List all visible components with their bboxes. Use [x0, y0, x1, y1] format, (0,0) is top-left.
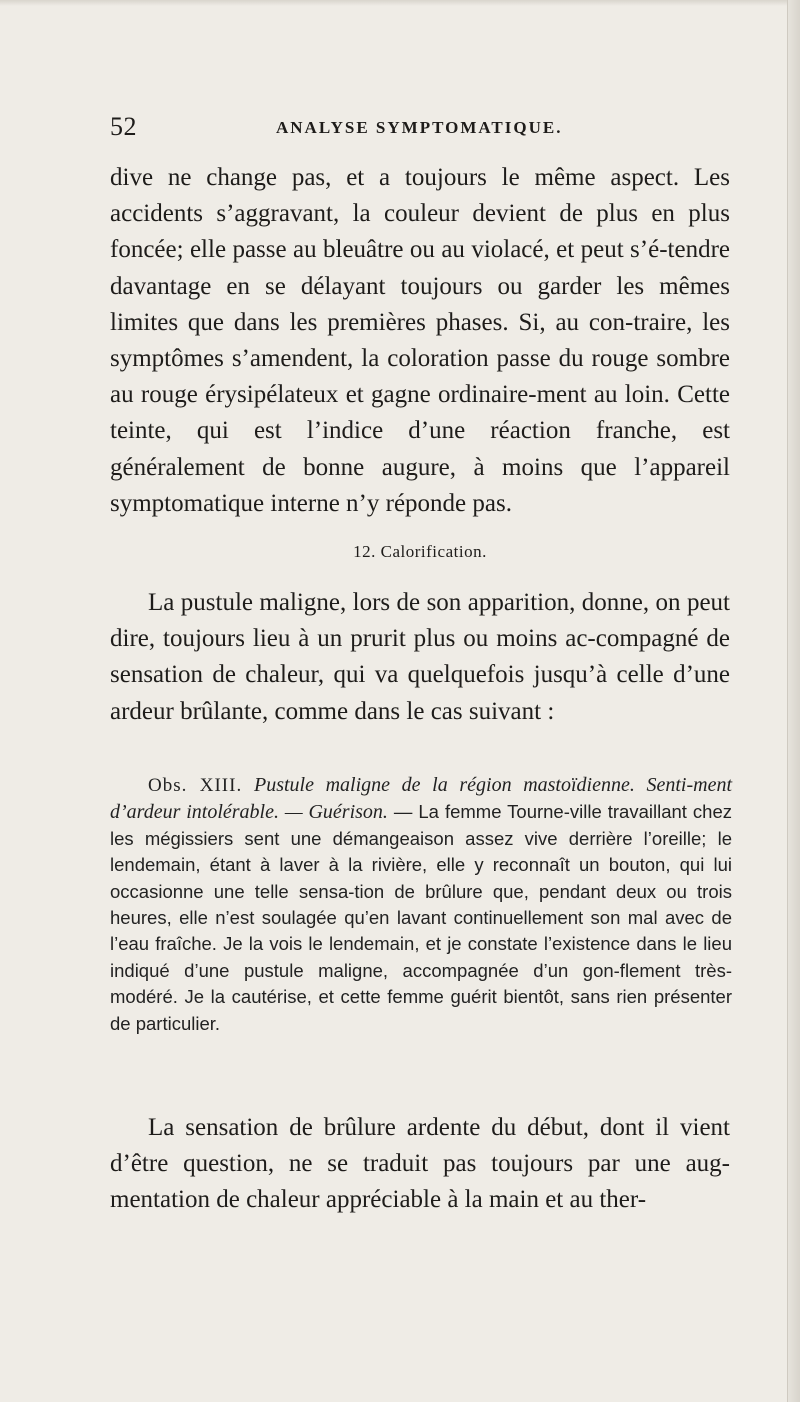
section-heading: 12. Calorification.: [353, 542, 487, 561]
paragraph-2-text: La pustule maligne, lors de son apparition, donne, on peut dire, toujours lieu à un prurit plus ou moins ac-compagné de sensation de chaleur, qui va quelquefois jusqu’à celle d’une ardeur brûlante, comme dans le cas suivant :: [110, 589, 730, 725]
paragraph-1-text: dive ne change pas, et a toujours le même aspect. Les accidents s’aggravant, la couleur devient de plus en plus foncée; elle passe au bleuâtre ou au violacé, et peut s’é-tendre davantage en se délayant toujours ou garder les mêmes limites que dans les premières phases. Si, au con-traire, les symptômes s’amendent, la coloration passe du rouge sombre au rouge érysipélateux et gagne ordinaire-ment au loin. Cette teinte, qui est l’indice d’une réaction franche, est généralement de bonne augure, à moins que l’appareil symptomatique interne n’y réponde pas.: [110, 164, 730, 517]
page-number: 52: [110, 112, 137, 141]
running-title: ANALYSE SYMPTOMATIQUE.: [276, 118, 563, 137]
paragraph-3-text: La sensation de brûlure ardente du début, dont il vient d’être question, ne se traduit pas toujours par une aug-mentation de chaleur appréciable à la main et au ther-: [110, 1114, 730, 1214]
paragraph-1: [110, 160, 730, 522]
page-right-edge: [787, 0, 800, 1402]
observation-text: — La femme Tourne-ville travaillant chez les mégissiers sent une démangeaison assez vive derrière l’oreille; le lendemain, étant à laver à la rivière, elle y reconnaît un bouton, qui lui occasionne une telle sensa-tion de brûlure que, pendant deux ou trois heures, elle n’est soulagée qu’en lavant continuellement son mal avec de l’eau fraîche. Je la vois le lendemain, et je constate l’existence dans le lieu indiqué d’une pustule maligne, accompagnée d’un gon-flement très-modéré. Je la cautérise, et cette femme guérit bientôt, sans rien présenter de particulier.: [110, 801, 732, 1034]
paragraph-2: [110, 585, 730, 730]
page-header: [110, 112, 750, 142]
page-top-edge: [0, 0, 800, 6]
paragraph-3: [110, 1110, 730, 1219]
observation-block: [110, 772, 732, 1037]
observation-title: Pustule maligne de la région mastoïdienne. Senti-ment d’ardeur intolérable. — Guérison.: [110, 774, 732, 824]
observation-label: Obs. XIII.: [148, 775, 243, 796]
